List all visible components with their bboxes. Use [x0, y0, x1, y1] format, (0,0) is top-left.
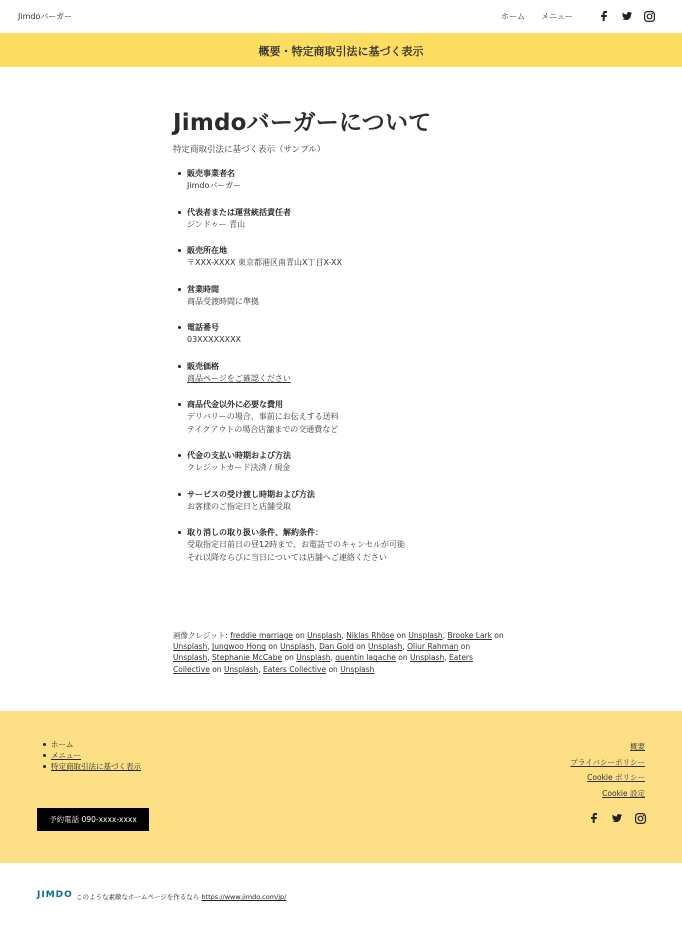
- footer-link-privacy-policy[interactable]: プライバシーポリシー: [570, 757, 645, 767]
- info-value: 03XXXXXXXX: [187, 335, 242, 344]
- info-label: 代表者または運営統括責任者: [187, 207, 291, 217]
- info-item-phone: [173, 322, 513, 347]
- info-value: クレジットカード決済 / 現金: [187, 463, 291, 472]
- unsplash-link[interactable]: Unsplash: [296, 653, 331, 663]
- info-label: 電話番号: [187, 323, 219, 332]
- jimdo-logo[interactable]: JIMDO: [37, 890, 73, 900]
- nav-item-menu[interactable]: メニュー: [541, 12, 573, 21]
- page-banner: [0, 33, 682, 67]
- footer-link-overview[interactable]: 概要: [630, 742, 645, 751]
- unsplash-link[interactable]: Unsplash: [173, 642, 208, 652]
- nav-item-home[interactable]: ホーム: [501, 12, 525, 21]
- info-item-address: [173, 245, 513, 270]
- info-label: 営業時間: [187, 284, 219, 294]
- page-title: Jimdoバーガーについて: [173, 110, 432, 136]
- info-label: 販売価格: [187, 361, 219, 371]
- photographer-link[interactable]: Eaters Collective: [262, 664, 327, 674]
- footer-nav-item: [43, 739, 141, 750]
- credits-prefix: 画像クレジット:: [173, 631, 231, 640]
- info-label: 販売所在地: [187, 246, 227, 255]
- footer-link-cookie-settings[interactable]: Cookie 設定: [602, 788, 645, 798]
- footer-link-legal-notice[interactable]: 特定商取引法に基づく表示: [51, 762, 141, 772]
- banner-title: 概要・特定商取引法に基づく表示: [258, 45, 424, 58]
- info-label: 代金の支払い時期および方法: [187, 451, 291, 460]
- info-value: テイクアウトの場合店舗までの交通費など: [187, 424, 339, 434]
- info-item-delivery: [173, 489, 513, 514]
- photographer-link[interactable]: Jungwoo Hong: [212, 642, 266, 652]
- info-item-business-hours: [173, 284, 513, 309]
- site-header: [0, 0, 682, 33]
- footer-nav: [43, 739, 141, 773]
- instagram-icon[interactable]: [643, 10, 655, 22]
- info-item-price: [173, 361, 513, 386]
- site-brand[interactable]: Jimdoバーガー: [18, 12, 73, 21]
- info-label: 商品代金以外に必要な費用: [187, 400, 283, 409]
- info-label: 販売事業者名: [187, 169, 235, 178]
- twitter-icon[interactable]: [621, 10, 633, 22]
- unsplash-link[interactable]: Unsplash: [408, 631, 443, 640]
- jimdo-promo-bar: [0, 863, 682, 929]
- unsplash-link[interactable]: Unsplash: [340, 664, 375, 674]
- unsplash-link[interactable]: Unsplash: [173, 653, 208, 663]
- info-value: それ以降ならびに当日については店舗へご連絡ください: [187, 552, 387, 562]
- business-info-list: [173, 168, 513, 578]
- info-item-extra-costs: [173, 399, 513, 436]
- facebook-icon[interactable]: [588, 812, 600, 824]
- footer-link-cookie-policy[interactable]: Cookie ポリシー: [587, 773, 645, 783]
- footer-nav-item: [43, 750, 141, 761]
- unsplash-link[interactable]: Unsplash: [410, 653, 445, 663]
- info-label: 取り消しの取り扱い条件、解約条件：: [187, 528, 323, 537]
- info-item-seller-name: [173, 168, 513, 193]
- info-value: お客様のご指定日と店舗受取: [187, 501, 291, 511]
- footer-link-menu[interactable]: メニュー: [51, 751, 81, 761]
- facebook-icon[interactable]: [598, 10, 610, 22]
- unsplash-link[interactable]: Unsplash: [307, 631, 342, 640]
- product-page-link[interactable]: 商品ページをご確認ください: [187, 373, 291, 383]
- footer-nav-item: [43, 761, 141, 772]
- unsplash-link[interactable]: Unsplash: [223, 664, 259, 674]
- photographer-link[interactable]: Oliur Rahman: [407, 642, 459, 652]
- jimdo-promo-text: このような素敵なホームページを作るなら https://www.jimdo.com/jp/: [76, 893, 287, 901]
- info-value: ジンドゥー 青山: [187, 219, 246, 229]
- photographer-link[interactable]: Niklas Rhöse: [346, 631, 395, 640]
- info-value: デリバリーの場合、事前にお伝えする送料: [187, 412, 339, 421]
- footer-link-home[interactable]: ホーム: [51, 740, 74, 749]
- info-value: Jimdoバーガー: [187, 181, 242, 190]
- info-item-cancellation: [173, 527, 513, 564]
- photographer-link[interactable]: freddie marriage: [230, 631, 294, 640]
- instagram-icon[interactable]: [634, 812, 646, 824]
- jimdo-url-link[interactable]: https://www.jimdo.com/jp/: [201, 893, 287, 901]
- info-value: 〒XXX-XXXX 東京都港区南青山X丁目X-XX: [187, 258, 343, 267]
- info-label: サービスの受け渡し時期および方法: [187, 489, 315, 499]
- info-item-representative: [173, 207, 513, 232]
- page-subtitle: 特定商取引法に基づく表示（サンプル）: [173, 145, 326, 155]
- photographer-link[interactable]: quentin lagache: [335, 653, 396, 663]
- reservation-phone-button[interactable]: 予約電話 090-xxxx-xxxx: [37, 808, 149, 831]
- photographer-link[interactable]: Brooke Lark: [447, 631, 492, 640]
- photographer-link[interactable]: Eaters Collective: [173, 653, 473, 674]
- photographer-link[interactable]: Stephanie McCabe: [212, 653, 283, 663]
- site-footer: [0, 711, 682, 863]
- info-value: 商品受渡時間に準拠: [187, 296, 259, 306]
- twitter-icon[interactable]: [611, 812, 623, 824]
- unsplash-link[interactable]: Unsplash: [280, 642, 315, 652]
- photographer-link[interactable]: Dan Gold: [319, 642, 354, 652]
- unsplash-link[interactable]: Unsplash: [368, 642, 403, 652]
- footer-legal-links: [570, 739, 645, 801]
- info-value: 受取指定日前日の昼12時まで、お電話でのキャンセルが可能: [187, 540, 406, 549]
- image-credits: 画像クレジット: freddie marriage on Unsplash, Niklas Rhöse on Unsplash, Brooke Lark on Unsplash, Jungwoo Hong on Unsplash, Dan Gold on Unsplash, Oliur Rahman on Unsplash, Stephanie McCabe on Unsplash, quentin lagache on Unsplash, Eaters Collective on Unsplash, Eaters Collective on Unsplash: [173, 631, 504, 674]
- info-item-payment: [173, 450, 513, 475]
